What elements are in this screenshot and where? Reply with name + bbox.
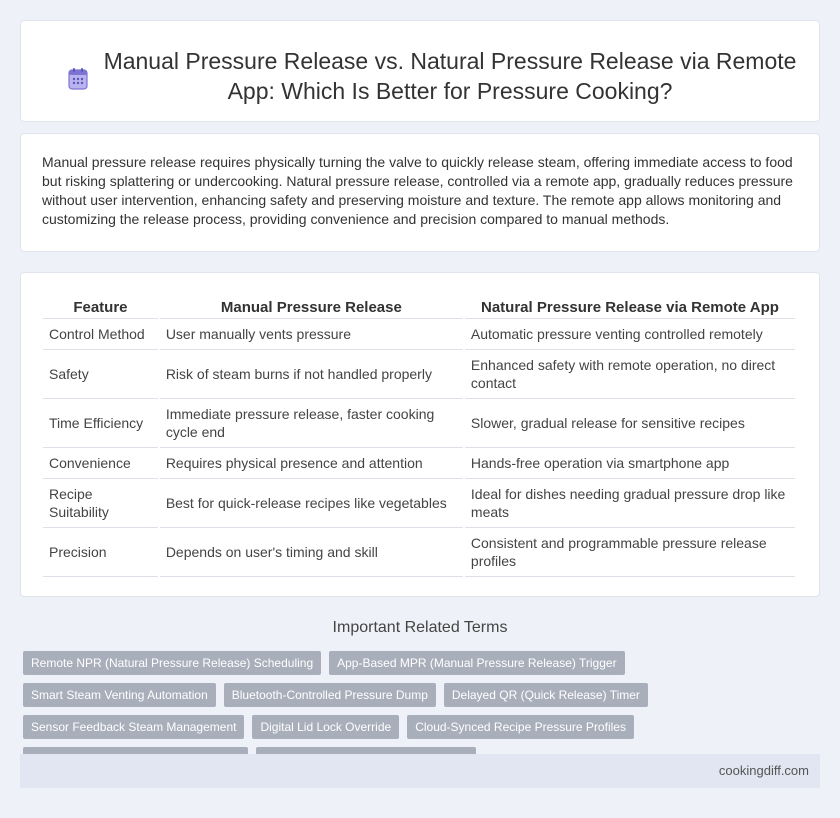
related-terms-list (23, 651, 823, 771)
table-cell: Risk of steam burns if not handled properly (160, 350, 463, 399)
table-row (43, 350, 795, 399)
footer-site-link[interactable]: cookingdiff.com (718, 763, 809, 778)
table-cell: Control Method (43, 319, 158, 350)
table-cell: Hands-free operation via smartphone app (465, 448, 795, 479)
header-feature: Feature (43, 295, 158, 319)
related-term-tag[interactable]: Cloud-Synced Recipe Pressure Profiles (407, 715, 634, 739)
table-row (43, 319, 795, 350)
comparison-table (41, 295, 797, 577)
page-title: Manual Pressure Release vs. Natural Pressure Release via Remote App: Which Is Better for Pressure Cooking? (103, 48, 797, 104)
table-row (43, 399, 795, 448)
table-cell: Precision (43, 528, 158, 577)
related-term-tag[interactable]: Digital Lid Lock Override (252, 715, 399, 739)
table-cell: User manually vents pressure (160, 319, 463, 350)
header-manual: Manual Pressure Release (160, 295, 463, 319)
table-row (43, 479, 795, 528)
related-term-tag[interactable]: Sensor Feedback Steam Management (23, 715, 244, 739)
intro-paragraph: Manual pressure release requires physically turning the valve to quickly release steam, offering immediate access to food but risking splattering or undercooking. Natural pressure release, controlled via a remote app, gradually reduces pressure without user intervention, enhancing safety and preserving moisture and texture. The remote app allows monitoring and customizing the release process, providing convenience and precision compared to manual methods. (42, 154, 793, 227)
table-cell: Automatic pressure venting controlled remotely (465, 319, 795, 350)
table-cell: Time Efficiency (43, 399, 158, 448)
table-cell: Recipe Suitability (43, 479, 158, 528)
table-cell: Requires physical presence and attention (160, 448, 463, 479)
footer (20, 754, 820, 788)
table-cell: Best for quick-release recipes like vegetables (160, 479, 463, 528)
table-row (43, 528, 795, 577)
table-cell: Slower, gradual release for sensitive recipes (465, 399, 795, 448)
related-term-tag[interactable]: Delayed QR (Quick Release) Timer (444, 683, 648, 707)
related-term-tag[interactable]: App-Based MPR (Manual Pressure Release) Trigger (329, 651, 624, 675)
intro-card (20, 133, 820, 252)
related-term-tag[interactable]: Bluetooth-Controlled Pressure Dump (224, 683, 436, 707)
table-cell: Depends on user's timing and skill (160, 528, 463, 577)
table-cell: Consistent and programmable pressure release profiles (465, 528, 795, 577)
table-cell: Convenience (43, 448, 158, 479)
comparison-card (20, 272, 820, 597)
title-card (20, 20, 820, 122)
header-natural: Natural Pressure Release via Remote App (465, 295, 795, 319)
table-cell: Safety (43, 350, 158, 399)
related-term-tag[interactable]: Smart Steam Venting Automation (23, 683, 216, 707)
related-terms-heading: Important Related Terms (332, 619, 508, 636)
table-header-row (43, 295, 795, 319)
table-row (43, 448, 795, 479)
table-cell: Enhanced safety with remote operation, no direct contact (465, 350, 795, 399)
table-cell: Immediate pressure release, faster cooking cycle end (160, 399, 463, 448)
table-cell: Ideal for dishes needing gradual pressure drop like meats (465, 479, 795, 528)
calendar-icon (67, 67, 89, 91)
related-term-tag[interactable]: Remote NPR (Natural Pressure Release) Scheduling (23, 651, 321, 675)
